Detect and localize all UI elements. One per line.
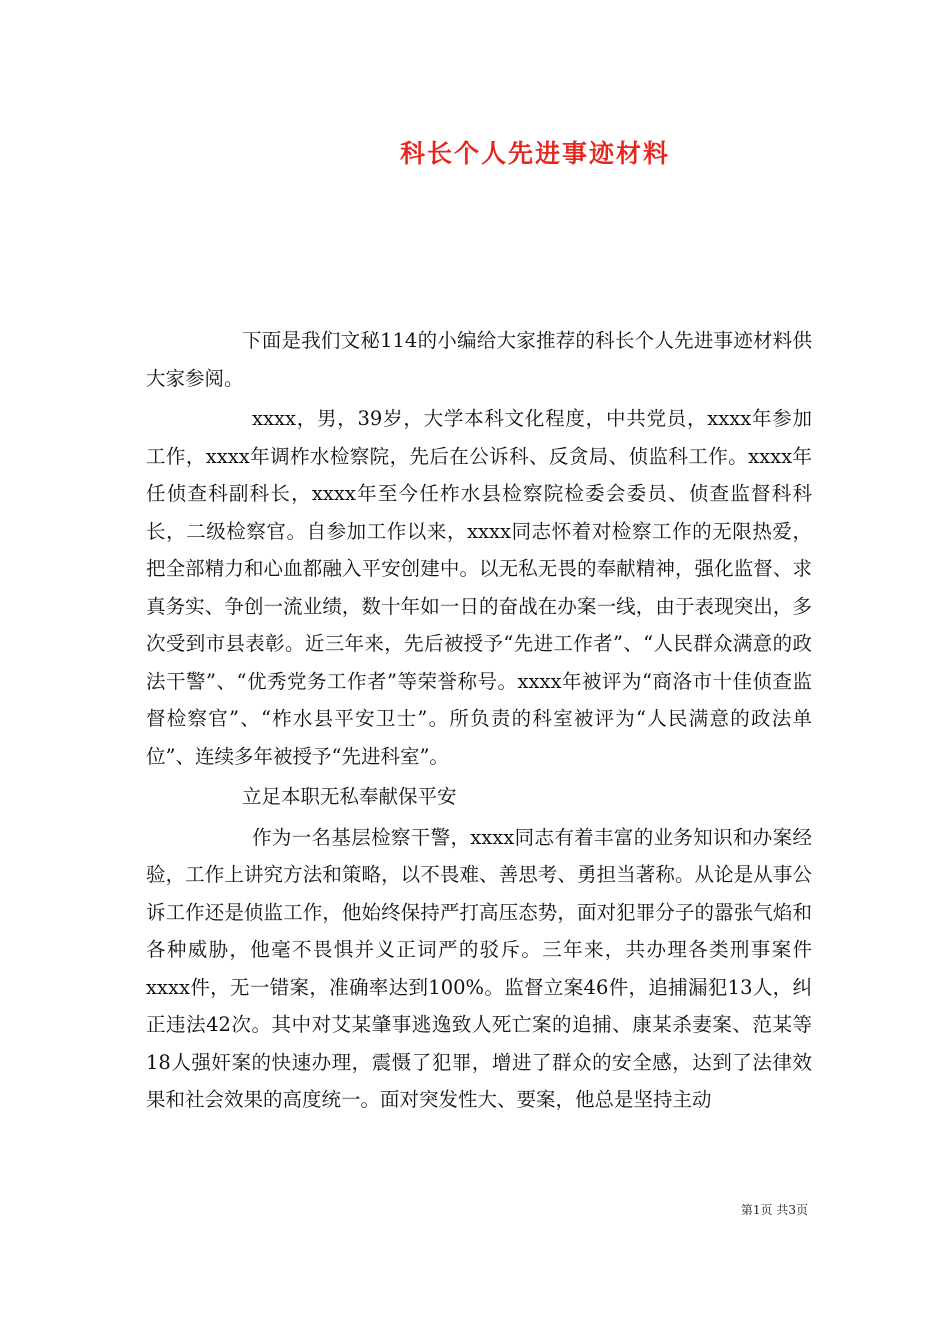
page-number: 第1页 共3页 [740, 1203, 808, 1217]
document-body [146, 322, 812, 1122]
biography-paragraph: xxxx，男，39岁，大学本科文化程度，中共党员，xxxx年参加工作，xxxx年调柞水检察院，先后在公诉科、反贪局、侦监科工作。xxxx年任侦查科副科长，xxxx年至今任柞水县检察院检委会委员、侦查监督科科长，二级检察官。自参加工作以来，xxxx同志怀着对检察工作的无限热爱，把全部精力和心血都融入平安创建中。以无私无畏的奉献精神，强化监督、求真务实、争创一流业绩，数十年如一日的奋战在办案一线，由于表现突出，多次受到市县表彰。近三年来，先后被授予“先进工作者”、“人民群众满意的政法干警”、“优秀党务工作者”等荣誉称号。xxxx年被评为“商洛市十佳侦查监督检察官”、“柞水县平安卫士”。所负责的科室被评为“人民满意的政法单位”、连续多年被授予“先进科室”。 [146, 407, 812, 768]
intro-paragraph: 下面是我们文秘114的小编给大家推荐的科长个人先进事迹材料供大家参阅。 [146, 329, 812, 390]
section-paragraph: 作为一名基层检察干警，xxxx同志有着丰富的业务知识和办案经验，工作上讲究方法和策略，以不畏难、善思考、勇担当著称。从论是从事公诉工作还是侦监工作，他始终保持严打高压态势，面对犯罪分子的嚣张气焰和各种威胁，他毫不畏惧并义正词严的驳斥。三年来，共办理各类刑事案件xxxx件，无一错案，准确率达到100%。监督立案46件，追捕漏犯13人，纠正违法42次。其中对艾某肇事逃逸致人死亡案的追捕、康某杀妻案、范某等18人强奸案的快速办理，震慑了犯罪，增进了群众的安全感，达到了法律效果和社会效果的高度统一。面对突发性大、要案，他总是坚持主动 [146, 825, 812, 1111]
section-heading: 立足本职无私奉献保平安 [242, 785, 457, 808]
document-title: 科长个人先进事迹材料 [399, 139, 670, 168]
